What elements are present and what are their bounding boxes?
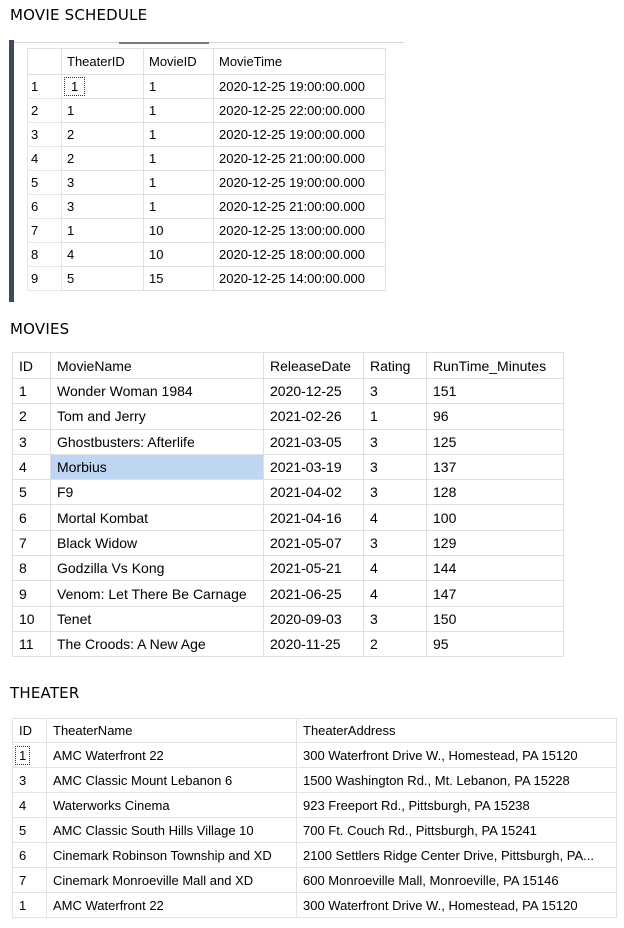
table-cell[interactable]: 2021-04-16 (264, 505, 364, 530)
table-cell[interactable] (62, 75, 144, 99)
column-header-theaterid[interactable]: TheaterID (62, 49, 144, 75)
table-cell[interactable]: 3 (364, 379, 427, 404)
panel-top-divider (14, 42, 404, 43)
row-number[interactable]: 6 (28, 195, 62, 219)
table-cell[interactable]: 2020-12-25 19:00:00.000 (214, 75, 386, 99)
table-cell[interactable]: AMC Classic Mount Lebanon 6 (47, 768, 297, 793)
table-cell[interactable]: Tenet (51, 606, 264, 631)
table-cell[interactable]: 2021-04-02 (264, 480, 364, 505)
table-cell[interactable] (13, 743, 47, 768)
table-cell[interactable]: 300 Waterfront Drive W., Homestead, PA 15120 (297, 893, 617, 918)
table-row[interactable] (28, 267, 386, 291)
table-cell[interactable]: AMC Waterfront 22 (47, 743, 297, 768)
table-cell[interactable]: 125 (427, 429, 564, 454)
table-row[interactable] (28, 75, 386, 99)
column-header-runtime[interactable]: RunTime_Minutes (427, 353, 564, 379)
table-cell[interactable]: 2 (364, 631, 427, 656)
table-cell[interactable]: 2020-12-25 19:00:00.000 (214, 123, 386, 147)
table-cell[interactable]: 151 (427, 379, 564, 404)
table-cell[interactable]: 15 (144, 267, 214, 291)
table-cell[interactable]: 1 (364, 404, 427, 429)
table-cell[interactable]: 3 (364, 530, 427, 555)
table-row[interactable] (28, 195, 386, 219)
table-row[interactable] (13, 768, 617, 793)
table-row[interactable] (13, 868, 617, 893)
table-cell[interactable]: 3 (364, 606, 427, 631)
table-row[interactable] (13, 480, 564, 505)
table-row[interactable] (13, 379, 564, 404)
table-cell[interactable]: Waterworks Cinema (47, 793, 297, 818)
table-cell[interactable]: 128 (427, 480, 564, 505)
column-header-movietime[interactable]: MovieTime (214, 49, 386, 75)
table-cell[interactable]: 11 (13, 631, 51, 656)
table-row[interactable] (13, 631, 564, 656)
row-number[interactable]: 2 (28, 99, 62, 123)
table-cell[interactable]: 1 (13, 379, 51, 404)
column-header-moviename[interactable]: MovieName (51, 353, 264, 379)
table-cell[interactable]: 3 (13, 429, 51, 454)
table-row[interactable] (13, 556, 564, 581)
table-cell[interactable]: 95 (427, 631, 564, 656)
schedule-heading: MOVIE SCHEDULE (10, 6, 148, 24)
table-cell[interactable]: 1 (144, 147, 214, 171)
table-row[interactable] (13, 893, 617, 918)
focused-cell-value: 1 (64, 77, 85, 96)
table-cell[interactable]: 2020-12-25 21:00:00.000 (214, 147, 386, 171)
table-cell[interactable]: 1500 Washington Rd., Mt. Lebanon, PA 15228 (297, 768, 617, 793)
row-number[interactable]: 1 (28, 75, 62, 99)
row-number[interactable]: 3 (28, 123, 62, 147)
table-row[interactable] (28, 171, 386, 195)
header-row (13, 353, 564, 379)
table-cell[interactable]: 2020-12-25 18:00:00.000 (214, 243, 386, 267)
table-cell[interactable]: 150 (427, 606, 564, 631)
column-header-releasedate[interactable]: ReleaseDate (264, 353, 364, 379)
table-cell[interactable]: 2020-11-25 (264, 631, 364, 656)
movies-heading: MOVIES (10, 320, 70, 338)
table-row[interactable] (13, 429, 564, 454)
table-cell[interactable]: 300 Waterfront Drive W., Homestead, PA 15120 (297, 743, 617, 768)
table-cell[interactable]: 129 (427, 530, 564, 555)
table-cell[interactable]: Venom: Let There Be Carnage (51, 581, 264, 606)
table-cell[interactable]: 2020-09-03 (264, 606, 364, 631)
table-row[interactable] (28, 243, 386, 267)
table-cell[interactable]: 2020-12-25 (264, 379, 364, 404)
table-cell[interactable]: 6 (13, 843, 47, 868)
table-cell[interactable]: 137 (427, 454, 564, 479)
table-cell[interactable]: 2100 Settlers Ridge Center Drive, Pittsburgh, PA... (297, 843, 617, 868)
table-cell[interactable]: The Croods: A New Age (51, 631, 264, 656)
table-cell[interactable]: Cinemark Monroeville Mall and XD (47, 868, 297, 893)
table-cell[interactable]: 1 (144, 99, 214, 123)
table-cell[interactable]: 147 (427, 581, 564, 606)
table-cell[interactable]: 5 (62, 267, 144, 291)
selected-cell[interactable]: Morbius (51, 454, 264, 479)
table-cell[interactable]: 4 (364, 505, 427, 530)
table-row[interactable] (13, 606, 564, 631)
table-cell[interactable]: 2021-02-26 (264, 404, 364, 429)
table-cell[interactable]: 9 (13, 581, 51, 606)
table-cell[interactable]: F9 (51, 480, 264, 505)
table-cell[interactable]: 7 (13, 530, 51, 555)
column-header-movieid[interactable]: MovieID (144, 49, 214, 75)
table-cell[interactable]: 10 (144, 243, 214, 267)
table-cell[interactable]: 2 (62, 123, 144, 147)
table-cell[interactable]: 144 (427, 556, 564, 581)
row-number[interactable]: 4 (28, 147, 62, 171)
table-cell[interactable]: Godzilla Vs Kong (51, 556, 264, 581)
table-row[interactable] (13, 743, 617, 768)
table-row[interactable] (13, 843, 617, 868)
table-cell[interactable]: 2020-12-25 22:00:00.000 (214, 99, 386, 123)
panel-left-bar (9, 40, 14, 302)
theater-heading: THEATER (10, 684, 80, 702)
table-cell[interactable]: 1 (144, 123, 214, 147)
table-cell[interactable]: 1 (62, 99, 144, 123)
table-cell[interactable]: Ghostbusters: Afterlife (51, 429, 264, 454)
table-row[interactable] (13, 505, 564, 530)
table-cell[interactable]: 2021-03-19 (264, 454, 364, 479)
focused-cell-value: 1 (15, 746, 30, 765)
table-cell[interactable]: 2020-12-25 14:00:00.000 (214, 267, 386, 291)
table-row[interactable] (13, 581, 564, 606)
table-cell[interactable]: 2 (62, 147, 144, 171)
table-cell[interactable]: 8 (13, 556, 51, 581)
table-cell[interactable]: 100 (427, 505, 564, 530)
column-header-theatername[interactable]: TheaterName (47, 719, 297, 743)
table-cell[interactable]: Mortal Kombat (51, 505, 264, 530)
column-header-id[interactable]: ID (13, 353, 51, 379)
table-cell[interactable]: Cinemark Robinson Township and XD (47, 843, 297, 868)
table-row[interactable] (28, 99, 386, 123)
theater-grid (12, 718, 617, 918)
table-cell[interactable]: 1 (13, 893, 47, 918)
header-row (28, 49, 386, 75)
schedule-results-panel (9, 40, 399, 302)
table-cell[interactable]: 10 (144, 219, 214, 243)
table-cell[interactable]: 7 (13, 868, 47, 893)
column-header-theateraddress[interactable]: TheaterAddress (297, 719, 617, 743)
column-resize-handle[interactable] (119, 40, 209, 44)
table-row[interactable] (28, 123, 386, 147)
table-cell[interactable]: 5 (13, 818, 47, 843)
table-cell[interactable]: 2021-03-05 (264, 429, 364, 454)
table-cell[interactable]: 1 (144, 75, 214, 99)
table-cell[interactable]: 4 (13, 793, 47, 818)
table-cell[interactable]: 2020-12-25 21:00:00.000 (214, 195, 386, 219)
column-header-rating[interactable]: Rating (364, 353, 427, 379)
table-row[interactable] (13, 454, 564, 479)
table-cell[interactable]: 2021-06-25 (264, 581, 364, 606)
table-cell[interactable]: 6 (13, 505, 51, 530)
row-number[interactable]: 5 (28, 171, 62, 195)
column-header-id[interactable]: ID (13, 719, 47, 743)
table-row[interactable] (13, 404, 564, 429)
table-cell[interactable]: 2020-12-25 13:00:00.000 (214, 219, 386, 243)
row-number[interactable]: 9 (28, 267, 62, 291)
table-cell[interactable]: 4 (62, 243, 144, 267)
table-cell[interactable]: 1 (144, 195, 214, 219)
schedule-grid (27, 48, 386, 291)
table-cell[interactable]: 3 (62, 195, 144, 219)
table-row[interactable] (28, 219, 386, 243)
table-cell[interactable]: 1 (144, 171, 214, 195)
table-row[interactable] (13, 818, 617, 843)
table-cell[interactable]: 4 (364, 556, 427, 581)
table-cell[interactable]: 4 (364, 581, 427, 606)
table-cell[interactable]: 10 (13, 606, 51, 631)
table-cell[interactable]: 1 (62, 219, 144, 243)
table-cell[interactable]: 700 Ft. Couch Rd., Pittsburgh, PA 15241 (297, 818, 617, 843)
movies-grid (12, 352, 564, 657)
row-number[interactable]: 7 (28, 219, 62, 243)
table-cell[interactable]: 600 Monroeville Mall, Monroeville, PA 15146 (297, 868, 617, 893)
table-cell[interactable]: 3 (13, 768, 47, 793)
table-cell[interactable]: 2020-12-25 19:00:00.000 (214, 171, 386, 195)
table-cell[interactable]: 96 (427, 404, 564, 429)
header-row (13, 719, 617, 743)
table-cell[interactable]: 923 Freeport Rd., Pittsburgh, PA 15238 (297, 793, 617, 818)
table-cell[interactable]: 3 (62, 171, 144, 195)
table-row[interactable] (13, 530, 564, 555)
table-cell[interactable]: 2021-05-07 (264, 530, 364, 555)
table-cell[interactable]: 2021-05-21 (264, 556, 364, 581)
table-cell[interactable]: 2 (13, 404, 51, 429)
table-cell[interactable]: AMC Waterfront 22 (47, 893, 297, 918)
table-cell[interactable]: AMC Classic South Hills Village 10 (47, 818, 297, 843)
table-cell[interactable]: 3 (364, 480, 427, 505)
table-row[interactable] (13, 793, 617, 818)
table-cell[interactable]: 3 (364, 429, 427, 454)
table-cell[interactable]: 4 (13, 454, 51, 479)
table-row[interactable] (28, 147, 386, 171)
table-cell[interactable]: 3 (364, 454, 427, 479)
table-cell[interactable]: Black Widow (51, 530, 264, 555)
table-cell[interactable]: Wonder Woman 1984 (51, 379, 264, 404)
table-cell[interactable]: Tom and Jerry (51, 404, 264, 429)
table-cell[interactable]: 5 (13, 480, 51, 505)
row-number-header[interactable] (28, 49, 62, 75)
row-number[interactable]: 8 (28, 243, 62, 267)
